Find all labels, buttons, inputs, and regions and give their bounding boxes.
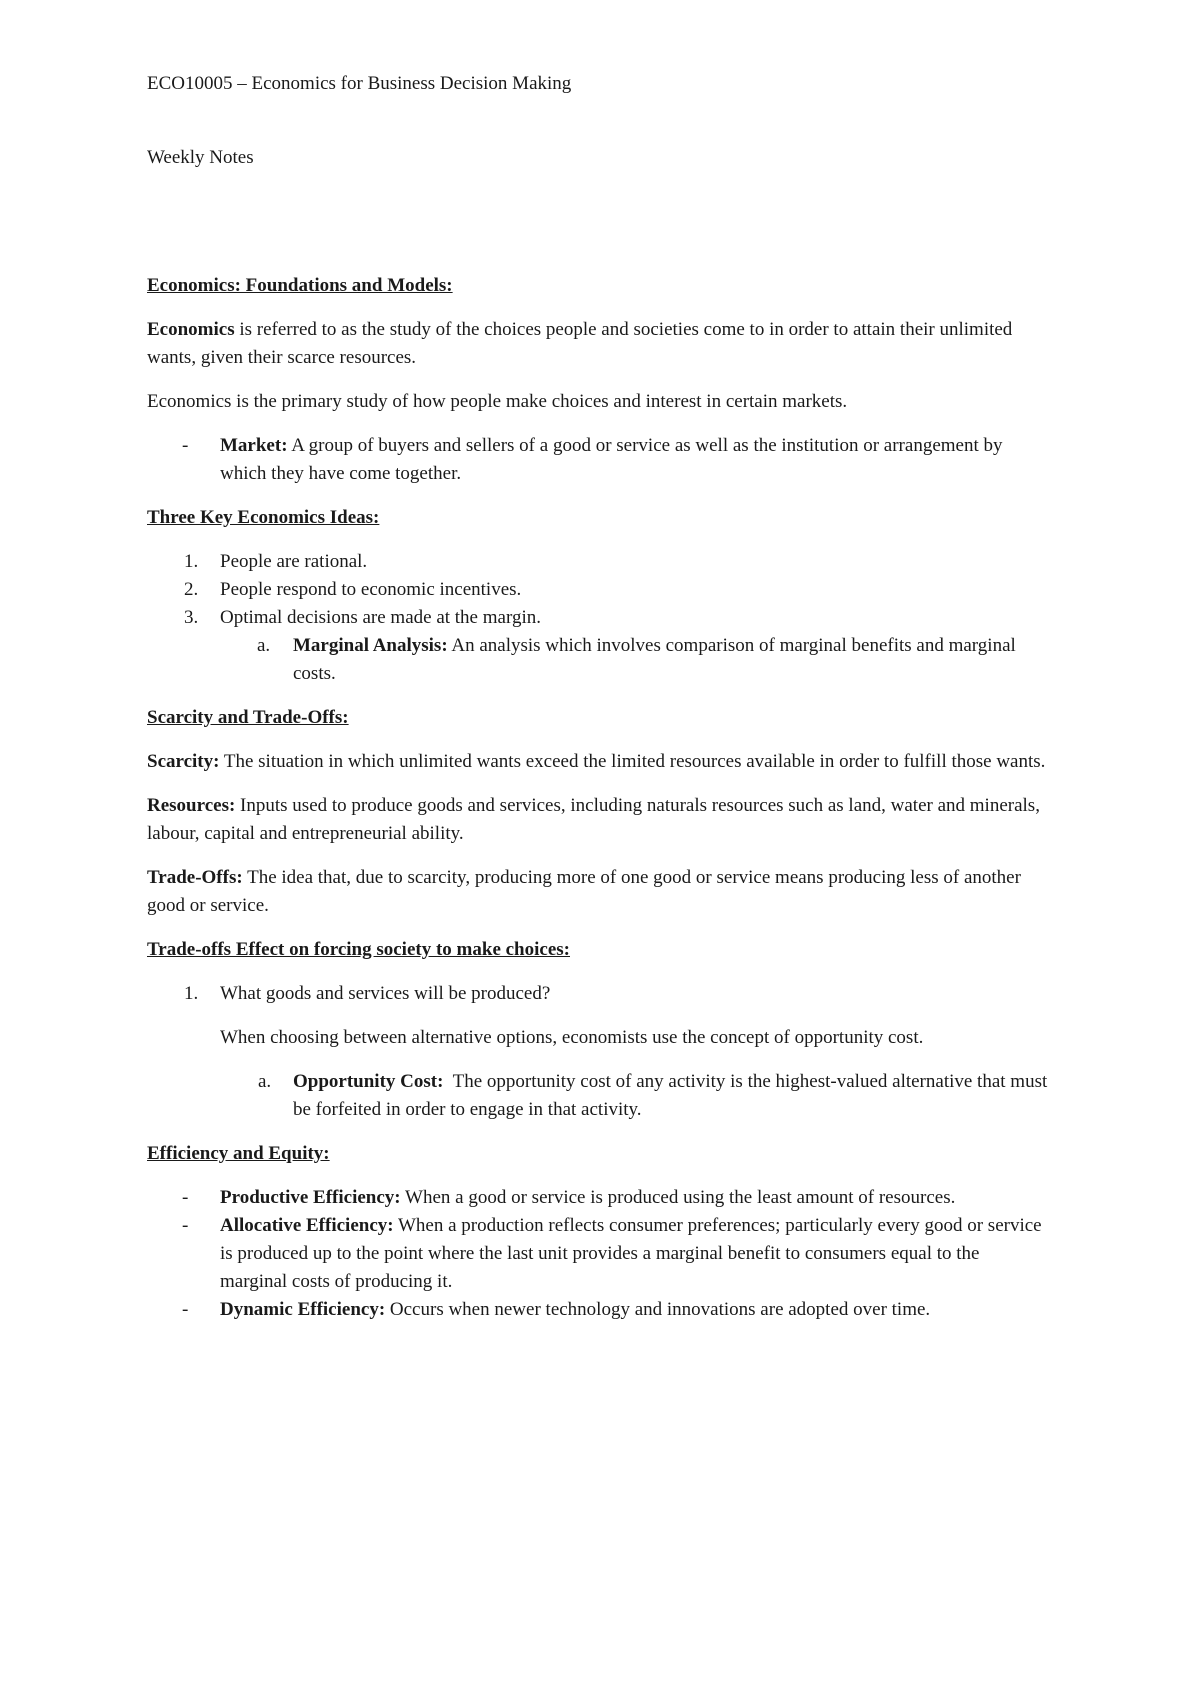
bullet-list <box>147 432 1050 488</box>
definition-text: Occurs when newer technology and innovations are adopted over time. <box>385 1299 931 1320</box>
bullet-marker: - <box>182 1215 189 1236</box>
paragraph-economics-study: Economics is the primary study of how people make choices and interest in certain markets. <box>147 391 848 412</box>
definition-text: The idea that, due to scarcity, producing more of one good or service means producing less of another good or service. <box>147 867 1021 916</box>
definition-text: is referred to as the study of the choices people and societies come to in order to attain their unlimited wants, given their scarce resources. <box>147 319 1013 368</box>
sub-list <box>147 1068 1053 1124</box>
document-subtitle: Weekly Notes <box>147 147 254 168</box>
section-heading: Three Key Economics Ideas: <box>147 507 380 528</box>
item-text: People respond to economic incentives. <box>220 579 522 600</box>
paragraph-resources <box>147 792 1050 848</box>
list-item <box>147 1184 1050 1212</box>
number-marker: 2. <box>184 579 199 600</box>
section-heading: Efficiency and Equity: <box>147 1143 330 1164</box>
list-item <box>147 1296 1050 1324</box>
section-key-ideas <box>147 504 1050 688</box>
term: Marginal Analysis: <box>293 635 448 656</box>
number-marker: 1. <box>184 983 199 1004</box>
list-item <box>147 1212 1050 1296</box>
sub-list <box>220 632 1050 688</box>
term: Market: <box>220 435 288 456</box>
section-tradeoff-effect <box>147 936 1053 1124</box>
section-scarcity <box>147 704 1050 920</box>
item-text: Optimal decisions are made at the margin. <box>220 607 541 628</box>
bullet-marker: - <box>182 1187 189 1208</box>
list-item <box>147 576 1050 604</box>
course-title: ECO10005 – Economics for Business Decision Making <box>147 73 572 94</box>
term: Opportunity Cost: <box>293 1071 444 1092</box>
section-heading: Economics: Foundations and Models: <box>147 275 453 296</box>
section-heading: Scarcity and Trade-Offs: <box>147 707 349 728</box>
letter-marker: a. <box>258 1071 272 1092</box>
paragraph-scarcity <box>147 748 1050 776</box>
number-marker: 3. <box>184 607 199 628</box>
bullet-marker: - <box>182 1299 189 1320</box>
paragraph-economics-definition <box>147 316 1050 372</box>
sub-list-item <box>220 632 1050 688</box>
sub-list-item <box>147 1068 1053 1124</box>
section-heading: Trade-offs Effect on forcing society to make choices: <box>147 939 570 960</box>
letter-marker: a. <box>257 635 271 656</box>
item-text: People are rational. <box>220 551 368 572</box>
definition-text: The situation in which unlimited wants exceed the limited resources available in order to fulfill those wants. <box>219 751 1046 772</box>
list-item <box>147 432 1050 488</box>
definition-text: When a good or service is produced using the least amount of resources. <box>400 1187 956 1208</box>
paragraph-tradeoffs <box>147 864 1050 920</box>
indented-paragraph: When choosing between alternative options, economists use the concept of opportunity cost. <box>220 1027 924 1048</box>
section-foundations <box>147 272 1050 488</box>
numbered-list <box>147 980 1050 1008</box>
bullet-list <box>147 1184 1050 1324</box>
term: Productive Efficiency: <box>220 1187 401 1208</box>
list-item <box>147 548 1050 576</box>
definition-text: When a production reflects consumer preferences; particularly every good or service is produced up to the point where the last unit provides a marginal benefit to consumers equal to the marginal costs of producing it. <box>220 1215 1042 1292</box>
definition-text: Inputs used to produce goods and services, including naturals resources such as land, water and minerals, labour, capital and entrepreneurial ability. <box>147 795 1040 844</box>
term: Dynamic Efficiency: <box>220 1299 386 1320</box>
term: Economics <box>147 319 235 340</box>
item-text: What goods and services will be produced? <box>220 983 551 1004</box>
term: Resources: <box>147 795 236 816</box>
number-marker: 1. <box>184 551 199 572</box>
term: Scarcity: <box>147 751 220 772</box>
term: Allocative Efficiency: <box>220 1215 394 1236</box>
list-item <box>147 604 1050 688</box>
definition-text: The opportunity cost of any activity is the highest-valued alternative that must be forfeited in order to engage in that activity. <box>293 1071 1053 1120</box>
bullet-marker: - <box>182 435 189 456</box>
definition-text: An analysis which involves comparison of marginal benefits and marginal costs. <box>293 635 1016 684</box>
section-efficiency <box>147 1140 1050 1324</box>
term: Trade-Offs: <box>147 867 243 888</box>
definition-text: A group of buyers and sellers of a good or service as well as the institution or arrangement by which they have come together. <box>220 435 1003 484</box>
numbered-list <box>147 548 1050 688</box>
list-item <box>147 980 1050 1008</box>
